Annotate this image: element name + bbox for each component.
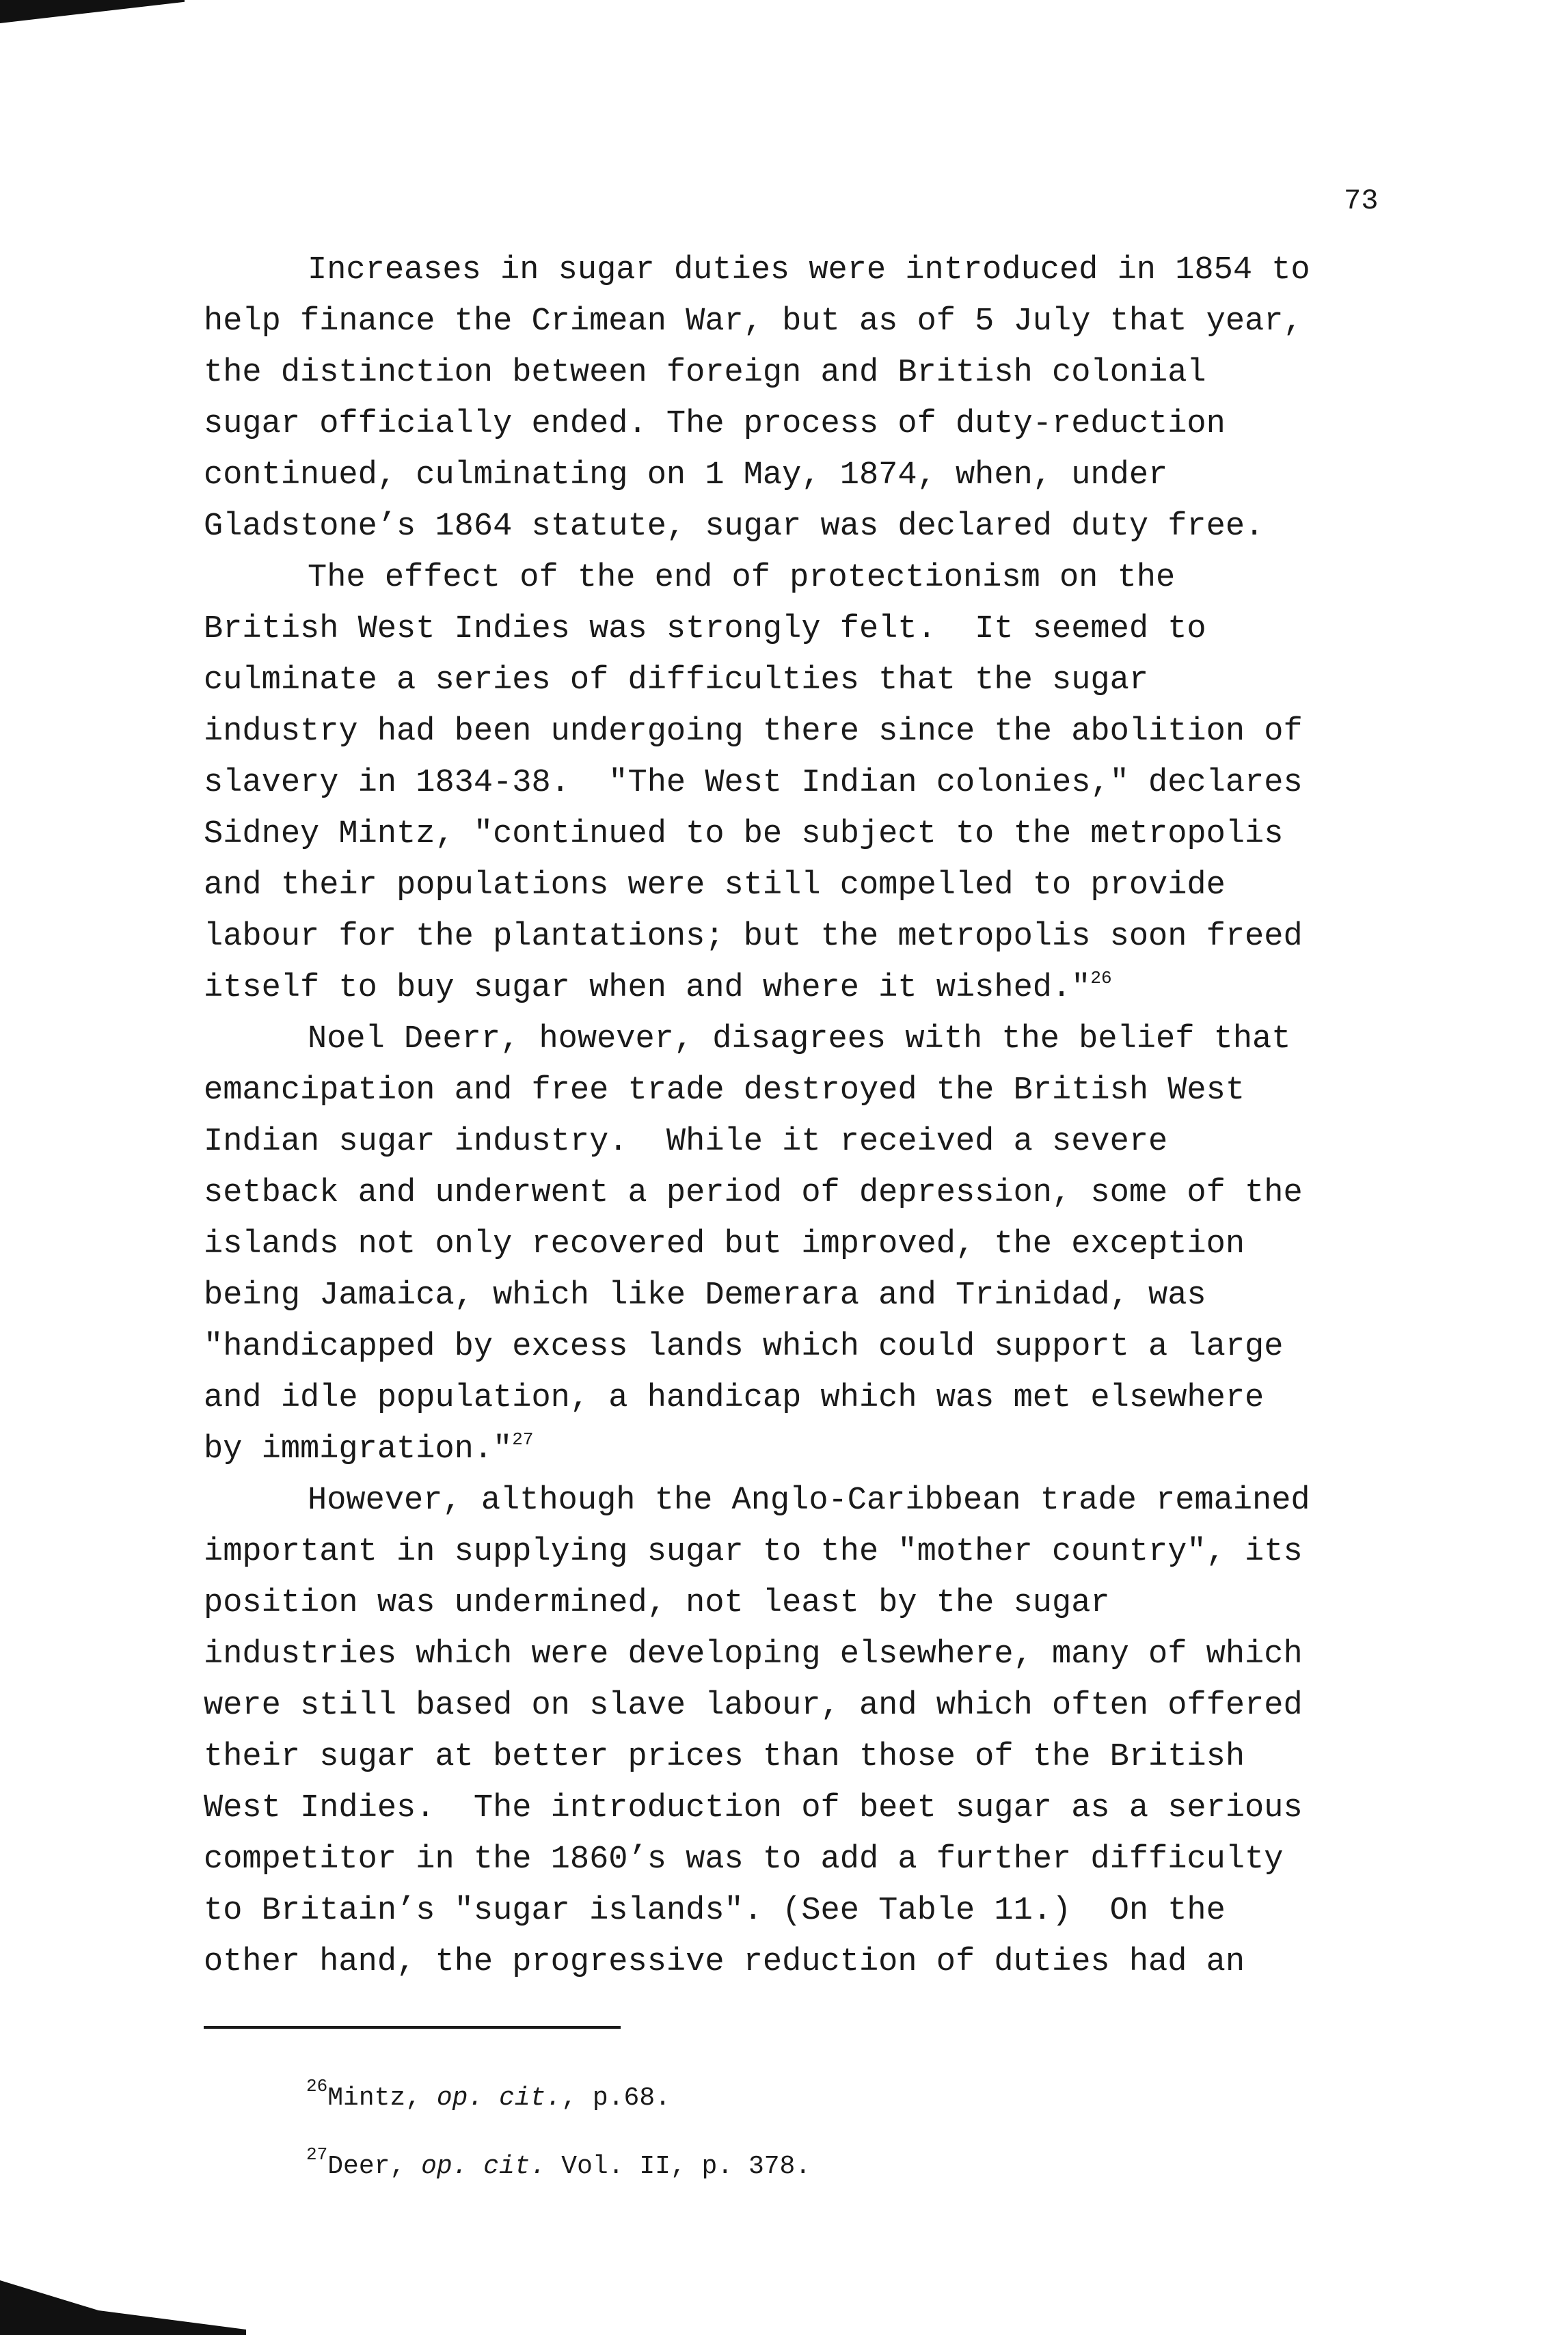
text-line: and their populations were still compelled to provide: [204, 867, 1226, 904]
text-line: labour for the plantations; but the metropolis soon freed: [204, 919, 1303, 955]
text-line: The effect of the end of protectionism on the: [308, 560, 1176, 596]
text-line: Indian sugar industry. While it received a severe: [204, 1124, 1168, 1160]
text-line: industries which were developing elsewhere, many of which: [204, 1636, 1303, 1673]
text-line: continued, culminating on 1 May, 1874, when, under: [204, 457, 1168, 494]
footnote-26: [306, 2064, 811, 2133]
text-line: to Britain’s "sugar islands". (See Table 11.) On the: [204, 1893, 1226, 1929]
text-line: emancipation and free trade destroyed the British West: [204, 1072, 1245, 1109]
text-line: British West Indies was strongly felt. It seemed to: [204, 611, 1206, 647]
body-text: [204, 245, 1407, 1988]
text-line-content: by immigration.": [204, 1431, 513, 1468]
text-line: However, although the Anglo-Caribbean trade remained: [308, 1483, 1310, 1519]
footnote-number: 27: [306, 2144, 328, 2165]
text-line: competitor in the 1860’s was to add a further difficulty: [204, 1841, 1284, 1878]
text-line: help finance the Crimean War, but as of 5 July that year,: [204, 303, 1303, 340]
text-line: slavery in 1834-38. "The West Indian colonies," declares: [204, 765, 1303, 801]
text-line: industry had been undergoing there since the abolition of: [204, 714, 1303, 750]
text-line: other hand, the progressive reduction of duties had an: [204, 1944, 1245, 1980]
text-line: Increases in sugar duties were introduced in 1854 to: [308, 252, 1310, 288]
footnote-author: Mintz,: [327, 2083, 422, 2113]
text-line: were still based on slave labour, and which often offered: [204, 1688, 1303, 1724]
footnote-ref-27: 27: [512, 1429, 534, 1450]
text-line: their sugar at better prices than those of the British: [204, 1739, 1245, 1775]
text-line: [204, 1424, 1407, 1475]
scan-edge-mark-top: [0, 0, 185, 23]
footnote-ref-italic: op. cit.: [436, 2083, 562, 2113]
footnotes: [306, 2064, 811, 2201]
text-line: "handicapped by excess lands which could support a large: [204, 1329, 1284, 1365]
text-line: Noel Deerr, however, disagrees with the belief that: [308, 1021, 1291, 1057]
text-line: Sidney Mintz, "continued to be subject to the metropolis: [204, 816, 1284, 852]
text-line: culminate a series of difficulties that the sugar: [204, 662, 1149, 699]
text-line: Gladstone’s 1864 statute, sugar was declared duty free.: [204, 509, 1265, 545]
text-line: [204, 962, 1407, 1014]
text-line: important in supplying sugar to the "mother country", its: [204, 1534, 1303, 1570]
text-line-content: itself to buy sugar when and where it wished.": [204, 970, 1091, 1006]
text-line: being Jamaica, which like Demerara and Trinidad, was: [204, 1278, 1206, 1314]
text-line: islands not only recovered but improved, the exception: [204, 1226, 1245, 1263]
scan-edge-mark-bottom: [0, 2280, 246, 2335]
footnote-ref-26: 26: [1090, 968, 1112, 989]
text-line: and idle population, a handicap which was met elsewhere: [204, 1380, 1265, 1416]
text-line: West Indies. The introduction of beet sugar as a serious: [204, 1790, 1303, 1826]
text-line: position was undermined, not least by the sugar: [204, 1585, 1110, 1621]
footnote-rest: Vol. II, p. 378.: [545, 2152, 811, 2181]
footnote-27: [306, 2133, 811, 2201]
text-line: setback and underwent a period of depression, some of the: [204, 1175, 1303, 1211]
footnote-rest: , p.68.: [561, 2083, 671, 2113]
footnote-number: 26: [306, 2076, 328, 2097]
footnote-ref-italic: op. cit.: [421, 2152, 546, 2181]
footnote-divider: [204, 2026, 621, 2029]
text-line: sugar officially ended. The process of duty-reduction: [204, 406, 1226, 442]
text-line: the distinction between foreign and British colonial: [204, 355, 1206, 391]
footnote-author: Deer,: [327, 2152, 406, 2181]
page-number: 73: [1344, 185, 1379, 217]
